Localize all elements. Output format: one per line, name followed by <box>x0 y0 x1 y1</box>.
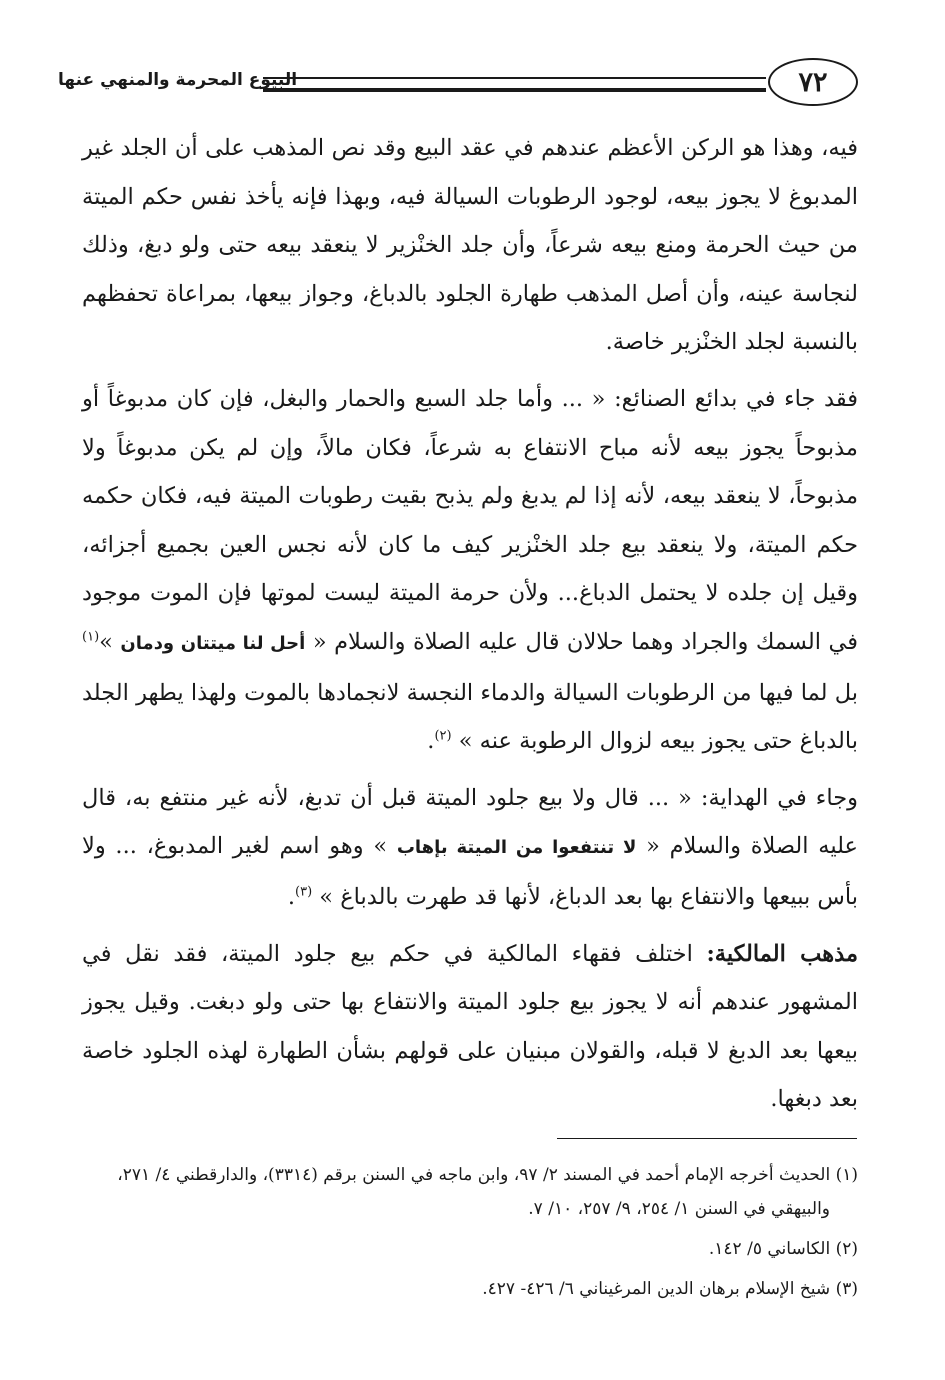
paragraph-4-text: اختلف فقهاء المالكية في حكم بيع جلود الميتة، فقد نقل في المشهور عندهم أنه لا يجوز بيع جلود الميتة والانتفاع بها حتى ولو دبغت. وقيل يجوز بيعها بعد الدبغ لا قبله، والقولان مبنيان على قولهم بشأن الطهارة لهذه الجلود خاصة بعد دبغها. <box>82 940 858 1113</box>
footnote-1 <box>82 1158 858 1226</box>
paragraph-3-end: . <box>287 883 296 910</box>
footnotes <box>82 1158 858 1312</box>
hadith-quote: لا تنتفعوا من الميتة بإهاب <box>396 837 637 859</box>
section-lead: مذهب المالكية: <box>706 940 858 967</box>
paragraph-3 <box>82 774 858 922</box>
page-number: ٧٢ <box>768 58 858 106</box>
paragraph-2-end: . <box>427 728 435 755</box>
paragraph-3-cont: » وهو اسم لغير المدبوغ، ... ولا بأس ببيعها والانتفاع بها بعد الدباغ، لأنها قد طهرت بالدباغ » <box>82 833 858 910</box>
hadith-quote: أحل لنا ميتتان ودمان <box>120 632 306 654</box>
footnote-1-line-1: (١) الحديث أخرجه الإمام أحمد في المسند ٢/ ٩٧، وابن ماجه في السنن برقم (٣٣١٤)، والدارقطني ٤/ ٢٧١، <box>117 1165 858 1185</box>
footnote-ref-3: (٣) <box>295 884 313 900</box>
footnote-separator <box>557 1138 857 1139</box>
paragraph-2-text: فقد جاء في بدائع الصنائع: « ... وأما جلد السبع والحمار والبغل، فإن كان مدبوغاً أو مذبوحاً يجوز بيعه لأنه مباح الانتفاع به شرعاً، فكان مالاً، وإن لم يكن مدبوغاً ولا مذبوحاً، لا ينعقد بيعه، لأنه إذا لم يدبغ ولم يذبح بقيت رطوبات الميتة فيه، فكان حكمه حكم الميتة، ولا ينعقد بيع جلد الخنْزير كيف ما كان لأنه نجس العين بجميع أجزائه، وقيل إن جلده لا يحتمل الدباغ... ولأن حرمة الميتة ليست لموتها فإن الموت موجود في السمك والجراد وهما حلالان قال عليه الصلاة والسلام « <box>82 385 859 655</box>
footnote-3-line-1: (٣) شيخ الإسلام برهان الدين المرغيناني ٦/ ٤٢٦- ٤٢٧. <box>482 1279 858 1299</box>
footnote-3 <box>82 1272 858 1306</box>
page-header <box>58 58 858 116</box>
footnote-ref-2: (٢) <box>434 728 452 744</box>
paragraph-1 <box>82 124 858 367</box>
main-text <box>82 124 858 1132</box>
footnote-1-line-2: والبيهقي في السنن ١/ ٢٥٤، ٩/ ٢٥٧، ١٠/ ٧. <box>528 1199 830 1219</box>
paragraph-4 <box>82 930 858 1124</box>
hadith-close-quote: » <box>99 628 113 655</box>
paragraph-2 <box>82 375 858 766</box>
footnote-2 <box>82 1232 858 1266</box>
footnote-2-line-1: (٢) الكاساني ٥/ ١٤٢. <box>708 1239 858 1259</box>
footnote-ref-1: (١) <box>82 629 100 645</box>
paragraph-1-text: فيه، وهذا هو الركن الأعظم عندهم في عقد البيع وقد نص المذهب على أن الجلد غير المدبوغ لا يجوز بيعه، لوجود الرطوبات السيالة فيه، وبهذا فإنه يأخذ نفس حكم الميتة من حيث الحرمة ومنع بيعه شرعاً، وأن جلد الخنْزير لا ينعقد بيعه حتى ولو دبغ، وذلك لنجاسة عينه، وأن أصل المذهب طهارة الجلود بالدباغ، وجواز بيعها، بمراعاة تحفظهم بالنسبة لجلد الخنْزير خاصة. <box>82 135 858 356</box>
paragraph-2-cont: بل لما فيها من الرطوبات السيالة والدماء النجسة لانجمادها بالموت ولهذا يطهر الجلد بالدباغ حتى يجوز بيعه لزوال الرطوبة عنه » <box>82 679 858 755</box>
running-title: البيوع المحرمة والمنهي عنها <box>58 70 298 90</box>
paragraph-3-text: وجاء في الهداية: « ... قال ولا بيع جلود الميتة قبل أن تدبغ، لأنه غير منتفع به، قال عليه الصلاة والسلام « <box>82 784 858 860</box>
header-rule <box>263 77 766 92</box>
